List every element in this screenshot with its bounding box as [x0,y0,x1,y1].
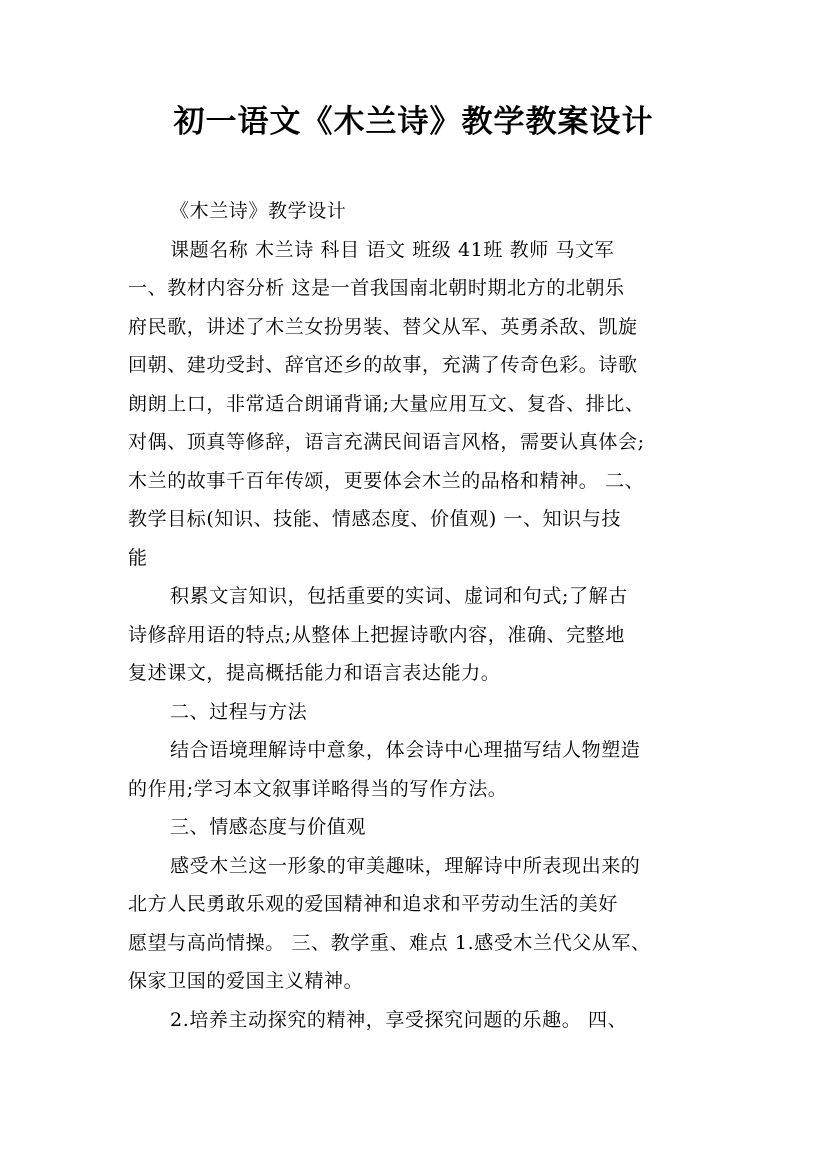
text-line: 府民歌，讲述了木兰女扮男装、替父从军、英勇杀敌、凯旋 [128,315,638,338]
text-line: 2.培养主动探究的精神，享受探究问题的乐趣。 四、 [170,1008,628,1031]
text-line: 一、教材内容分析 这是一首我国南北朝时期北方的北朝乐 [128,277,625,299]
text-line: 能 [128,546,148,569]
text-line: 诗修辞用语的特点;从整体上把握诗歌内容，准确、完整地 [128,623,626,646]
section-heading: 二、过程与方法 [170,700,308,723]
text-line: 朗朗上口，非常适合朗诵背诵;大量应用互文、复沓、排比、 [128,392,645,415]
text-line: 的作用;学习本文叙事详略得当的写作方法。 [128,777,508,800]
text-line: 《木兰诗》教学设计 [170,200,347,222]
text-line: 北方人民勇敢乐观的爱国精神和追求和平劳动生活的美好 [128,893,619,915]
text-line: 木兰的故事千百年传颂，更要体会木兰的品格和精神。 二、 [128,469,645,492]
text-line: 积累文言知识，包括重要的实词、虚词和句式;了解古 [170,585,628,607]
text-line: 复述课文，提高概括能力和语言表达能力。 [128,662,501,684]
text-line: 对偶、顶真等修辞，语言充满民间语言风格，需要认真体会; [128,431,645,453]
text-line: 课题名称 木兰诗 科目 语文 班级 41班 教师 马文军 [170,238,615,261]
text-line: 教学目标(知识、技能、情感态度、价值观) 一、知识与技 [128,508,622,530]
text-line: 回朝、建功受封、辞官还乡的故事，充满了传奇色彩。诗歌 [128,354,638,376]
document-title: 初一语文《木兰诗》教学教案设计 [173,104,654,140]
text-line: 结合语境理解诗中意象，体会诗中心理描写结人物塑造 [170,739,641,761]
text-line: 感受木兰这一形象的审美趣味，理解诗中所表现出来的 [170,854,641,877]
text-line: 保家卫国的爱国主义精神。 [128,970,364,992]
section-heading: 三、情感态度与价值观 [170,816,367,838]
document-body [128,192,713,1039]
text-line: 愿望与高尚情操。 三、教学重、难点 1.感受木兰代父从军、 [128,931,651,954]
